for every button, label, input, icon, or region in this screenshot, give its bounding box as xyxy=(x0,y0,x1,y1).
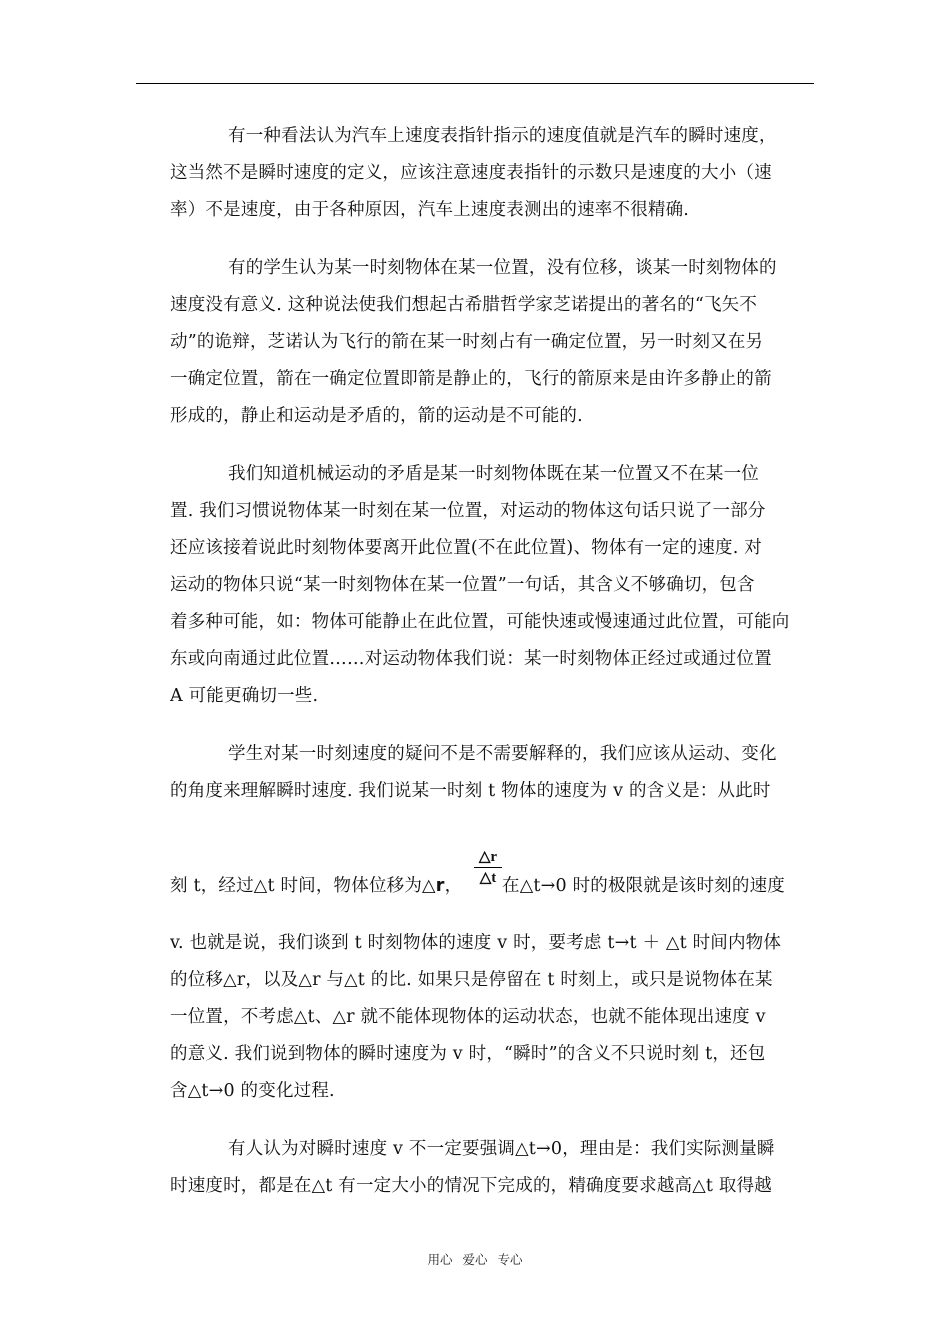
text-line: 形成的，静止和运动是矛盾的，箭的运动是不可能的. xyxy=(170,406,583,426)
text-line: 的位移△r，以及△r 与△t 的比. 如果只是停留在 t 时刻上，或只是说物体在某 xyxy=(170,970,773,990)
paragraph-2 xyxy=(170,250,815,435)
paragraph-3 xyxy=(170,456,815,715)
text-line: 含△t→0 的变化过程. xyxy=(170,1081,335,1101)
text-line: 动”的诡辩，芝诺认为飞行的箭在某一时刻占有一确定位置，另一时刻又在另 xyxy=(170,332,764,352)
text-line: 东或向南通过此位置……对运动物体我们说：某一时刻物体正经过或通过位置 xyxy=(170,649,772,669)
paragraph-4 xyxy=(170,736,815,810)
text-line: 有的学生认为某一时刻物体在某一位置，没有位移，谈某一时刻物体的 xyxy=(228,258,777,278)
text-line: 速度没有意义. 这种说法使我们想起古希腊哲学家芝诺提出的著名的“飞矢不 xyxy=(170,295,758,315)
text-line: 置. 我们习惯说物体某一时刻在某一位置，对运动的物体这句话只说了一部分 xyxy=(170,501,766,521)
paragraph-6 xyxy=(170,1131,815,1205)
page-footer: 用心 爱心 专心 xyxy=(427,1252,523,1267)
text-line: 有一种看法认为汽车上速度表指针指示的速度值就是汽车的瞬时速度， xyxy=(228,126,777,146)
fraction-denominator: △t xyxy=(479,870,497,886)
text-line: v. 也就是说，我们谈到 t 时刻物体的速度 v 时，要考虑 t→t ＋ △t 时间内物体 xyxy=(170,933,782,953)
fraction-numerator: △r xyxy=(478,849,498,865)
paragraph-5 xyxy=(170,925,815,1110)
paragraph-1 xyxy=(170,118,815,229)
vector-r: r xyxy=(435,876,445,896)
text-line: 时速度时，都是在△t 有一定大小的情况下完成的，精确度要求越高△t 取得越 xyxy=(170,1176,773,1196)
text-line: 的角度来理解瞬时速度. 我们说某一时刻 t 物体的速度为 v 的含义是：从此时 xyxy=(170,781,771,801)
text-line: 还应该接着说此时刻物体要离开此位置(不在此位置)、物体有一定的速度. 对 xyxy=(170,538,762,558)
formula-line xyxy=(170,868,815,905)
text-line: 有人认为对瞬时速度 v 不一定要强调△t→0，理由是：我们实际测量瞬 xyxy=(228,1139,775,1159)
formula-text-part2: ， xyxy=(444,876,463,896)
text-line: 我们知道机械运动的矛盾是某一时刻物体既在某一位置又不在某一位 xyxy=(228,464,759,484)
text-line: 着多种可能，如：物体可能静止在此位置，可能快速或慢速通过此位置，可能向 xyxy=(170,612,790,632)
text-line: 学生对某一时刻速度的疑问不是不需要解释的，我们应该从运动、变化 xyxy=(228,744,777,764)
text-line: 一确定位置，箭在一确定位置即箭是静止的，飞行的箭原来是由许多静止的箭 xyxy=(170,369,772,389)
text-line xyxy=(170,868,815,905)
text-line: 率）不是速度，由于各种原因，汽车上速度表测出的速率不很精确. xyxy=(170,200,690,220)
formula-text-part3: 在△t→0 时的极限就是该时刻的速度 xyxy=(496,876,785,896)
text-line: 的意义. 我们说到物体的瞬时速度为 v 时，“瞬时”的含义不只说时刻 t，还包 xyxy=(170,1044,766,1064)
header-rule xyxy=(136,83,814,84)
formula-text-part1: 刻 t，经过△t 时间，物体位移为△ xyxy=(170,876,436,896)
text-line: A 可能更确切一些. xyxy=(170,686,319,706)
text-line: 一位置，不考虑△t、△r 就不能体现物体的运动状态，也就不能体现出速度 v xyxy=(170,1007,766,1027)
text-line: 这当然不是瞬时速度的定义，应该注意速度表指针的示数只是速度的大小（速 xyxy=(170,163,772,183)
text-line: 运动的物体只说“某一时刻物体在某一位置”一句话，其含义不够确切，包含 xyxy=(170,575,755,595)
